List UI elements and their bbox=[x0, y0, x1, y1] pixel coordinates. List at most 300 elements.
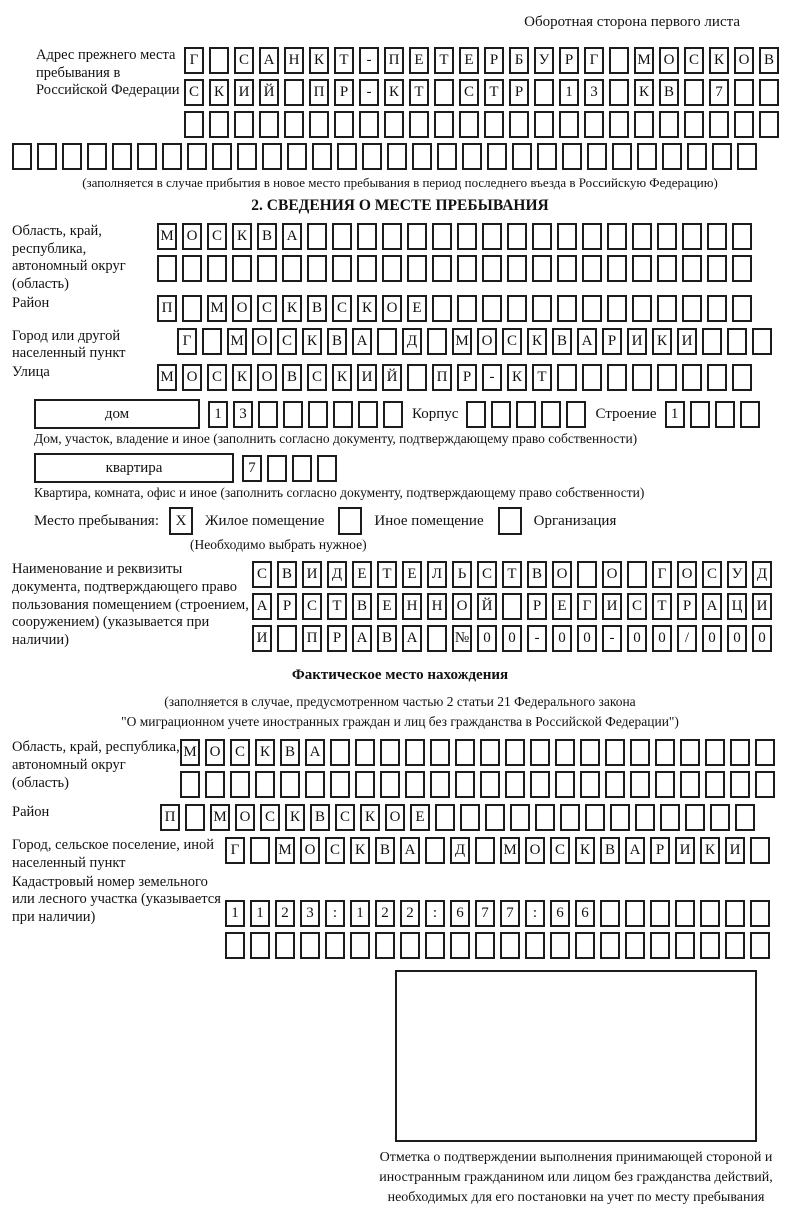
char-box[interactable] bbox=[609, 111, 629, 138]
char-box[interactable] bbox=[560, 804, 580, 831]
char-box[interactable] bbox=[355, 739, 375, 766]
char-box[interactable] bbox=[507, 295, 527, 322]
char-box[interactable] bbox=[275, 932, 295, 959]
char-box[interactable]: Т bbox=[502, 561, 522, 588]
char-box[interactable]: Г bbox=[652, 561, 672, 588]
char-box[interactable] bbox=[630, 739, 650, 766]
char-box[interactable]: В bbox=[277, 561, 297, 588]
char-box[interactable]: С bbox=[277, 328, 297, 355]
char-box[interactable] bbox=[209, 111, 229, 138]
char-box[interactable]: 0 bbox=[552, 625, 572, 652]
char-box[interactable] bbox=[755, 771, 775, 798]
residential-checkbox[interactable]: X bbox=[169, 507, 193, 535]
char-box[interactable]: А bbox=[282, 223, 302, 250]
char-box[interactable] bbox=[258, 401, 278, 428]
char-box[interactable] bbox=[300, 932, 320, 959]
char-box[interactable] bbox=[180, 771, 200, 798]
char-box[interactable]: О bbox=[677, 561, 697, 588]
char-box[interactable]: К bbox=[209, 79, 229, 106]
char-box[interactable] bbox=[632, 255, 652, 282]
char-box[interactable]: О bbox=[602, 561, 622, 588]
char-box[interactable]: 1 bbox=[225, 900, 245, 927]
char-box[interactable] bbox=[434, 79, 454, 106]
char-box[interactable]: М bbox=[157, 223, 177, 250]
char-box[interactable]: К bbox=[309, 47, 329, 74]
char-box[interactable]: В bbox=[280, 739, 300, 766]
char-box[interactable] bbox=[255, 771, 275, 798]
char-box[interactable] bbox=[230, 771, 250, 798]
char-box[interactable]: О bbox=[300, 837, 320, 864]
char-box[interactable] bbox=[355, 771, 375, 798]
char-box[interactable] bbox=[575, 932, 595, 959]
char-box[interactable]: И bbox=[302, 561, 322, 588]
char-box[interactable] bbox=[427, 625, 447, 652]
char-box[interactable]: М bbox=[227, 328, 247, 355]
char-box[interactable] bbox=[432, 223, 452, 250]
char-box[interactable] bbox=[735, 804, 755, 831]
char-box[interactable] bbox=[587, 143, 607, 170]
char-box[interactable]: А bbox=[305, 739, 325, 766]
char-box[interactable]: А bbox=[702, 593, 722, 620]
char-box[interactable]: 0 bbox=[702, 625, 722, 652]
char-box[interactable] bbox=[455, 739, 475, 766]
char-box[interactable]: Ь bbox=[452, 561, 472, 588]
char-box[interactable]: Р bbox=[484, 47, 504, 74]
char-box[interactable] bbox=[234, 111, 254, 138]
char-box[interactable]: 2 bbox=[400, 900, 420, 927]
char-box[interactable]: С bbox=[207, 364, 227, 391]
char-box[interactable]: 0 bbox=[652, 625, 672, 652]
char-box[interactable]: 1 bbox=[665, 401, 685, 428]
char-box[interactable]: А bbox=[252, 593, 272, 620]
char-box[interactable] bbox=[332, 223, 352, 250]
char-box[interactable] bbox=[137, 143, 157, 170]
char-box[interactable] bbox=[682, 364, 702, 391]
char-box[interactable]: К bbox=[575, 837, 595, 864]
char-box[interactable] bbox=[358, 401, 378, 428]
char-box[interactable]: М bbox=[180, 739, 200, 766]
char-box[interactable] bbox=[734, 111, 754, 138]
char-box[interactable] bbox=[62, 143, 82, 170]
char-box[interactable] bbox=[505, 739, 525, 766]
char-box[interactable]: С bbox=[627, 593, 647, 620]
char-box[interactable] bbox=[682, 223, 702, 250]
char-box[interactable]: И bbox=[752, 593, 772, 620]
char-box[interactable] bbox=[557, 223, 577, 250]
char-box[interactable] bbox=[185, 804, 205, 831]
char-box[interactable]: 7 bbox=[242, 455, 262, 482]
char-box[interactable] bbox=[312, 143, 332, 170]
char-box[interactable]: О bbox=[734, 47, 754, 74]
char-box[interactable]: Е bbox=[410, 804, 430, 831]
char-box[interactable]: Д bbox=[450, 837, 470, 864]
char-box[interactable]: К bbox=[282, 295, 302, 322]
char-box[interactable] bbox=[512, 143, 532, 170]
char-box[interactable] bbox=[485, 804, 505, 831]
char-box[interactable]: 6 bbox=[450, 900, 470, 927]
char-box[interactable]: 1 bbox=[350, 900, 370, 927]
char-box[interactable]: О bbox=[552, 561, 572, 588]
char-box[interactable] bbox=[582, 255, 602, 282]
char-box[interactable]: / bbox=[677, 625, 697, 652]
char-box[interactable] bbox=[550, 932, 570, 959]
char-box[interactable] bbox=[308, 401, 328, 428]
char-box[interactable] bbox=[412, 143, 432, 170]
apartment-type-box[interactable]: квартира bbox=[34, 453, 234, 483]
char-box[interactable]: Ц bbox=[727, 593, 747, 620]
char-box[interactable] bbox=[510, 804, 530, 831]
char-box[interactable] bbox=[237, 143, 257, 170]
char-box[interactable] bbox=[162, 143, 182, 170]
organization-checkbox[interactable] bbox=[498, 507, 522, 535]
char-box[interactable] bbox=[457, 223, 477, 250]
house-type-box[interactable]: дом bbox=[34, 399, 200, 429]
char-box[interactable] bbox=[450, 932, 470, 959]
char-box[interactable]: Л bbox=[427, 561, 447, 588]
char-box[interactable]: Р bbox=[527, 593, 547, 620]
char-box[interactable]: 0 bbox=[752, 625, 772, 652]
char-box[interactable] bbox=[157, 255, 177, 282]
char-box[interactable] bbox=[305, 771, 325, 798]
char-box[interactable]: А bbox=[400, 837, 420, 864]
char-box[interactable] bbox=[607, 295, 627, 322]
char-box[interactable] bbox=[259, 111, 279, 138]
char-box[interactable] bbox=[577, 561, 597, 588]
char-box[interactable]: - bbox=[359, 79, 379, 106]
char-box[interactable]: : bbox=[325, 900, 345, 927]
char-box[interactable]: Т bbox=[327, 593, 347, 620]
char-box[interactable]: П bbox=[160, 804, 180, 831]
char-box[interactable]: С bbox=[325, 837, 345, 864]
char-box[interactable] bbox=[530, 739, 550, 766]
char-box[interactable] bbox=[705, 771, 725, 798]
char-box[interactable]: Т bbox=[532, 364, 552, 391]
char-box[interactable] bbox=[732, 295, 752, 322]
char-box[interactable] bbox=[732, 223, 752, 250]
char-box[interactable] bbox=[357, 255, 377, 282]
char-box[interactable] bbox=[380, 771, 400, 798]
char-box[interactable]: К bbox=[384, 79, 404, 106]
char-box[interactable]: : bbox=[425, 900, 445, 927]
char-box[interactable] bbox=[655, 771, 675, 798]
char-box[interactable] bbox=[632, 295, 652, 322]
char-box[interactable] bbox=[425, 837, 445, 864]
char-box[interactable] bbox=[687, 143, 707, 170]
char-box[interactable]: Р bbox=[327, 625, 347, 652]
char-box[interactable]: В bbox=[527, 561, 547, 588]
char-box[interactable] bbox=[625, 932, 645, 959]
char-box[interactable] bbox=[482, 295, 502, 322]
char-box[interactable]: Р bbox=[457, 364, 477, 391]
char-box[interactable] bbox=[557, 364, 577, 391]
char-box[interactable]: Т bbox=[484, 79, 504, 106]
char-box[interactable]: А bbox=[259, 47, 279, 74]
char-box[interactable]: К bbox=[709, 47, 729, 74]
char-box[interactable] bbox=[357, 223, 377, 250]
char-box[interactable]: К bbox=[652, 328, 672, 355]
char-box[interactable] bbox=[334, 111, 354, 138]
char-box[interactable] bbox=[650, 932, 670, 959]
char-box[interactable]: 3 bbox=[584, 79, 604, 106]
char-box[interactable] bbox=[280, 771, 300, 798]
char-box[interactable] bbox=[535, 804, 555, 831]
char-box[interactable] bbox=[700, 932, 720, 959]
char-box[interactable] bbox=[309, 111, 329, 138]
char-box[interactable] bbox=[607, 255, 627, 282]
char-box[interactable] bbox=[209, 47, 229, 74]
char-box[interactable] bbox=[475, 837, 495, 864]
char-box[interactable] bbox=[732, 364, 752, 391]
char-box[interactable] bbox=[690, 401, 710, 428]
char-box[interactable]: Д bbox=[752, 561, 772, 588]
char-box[interactable] bbox=[405, 771, 425, 798]
char-box[interactable]: 3 bbox=[233, 401, 253, 428]
char-box[interactable] bbox=[684, 111, 704, 138]
char-box[interactable] bbox=[427, 328, 447, 355]
char-box[interactable]: И bbox=[252, 625, 272, 652]
char-box[interactable] bbox=[625, 900, 645, 927]
char-box[interactable]: О bbox=[232, 295, 252, 322]
char-box[interactable]: С bbox=[702, 561, 722, 588]
char-box[interactable] bbox=[482, 255, 502, 282]
char-box[interactable] bbox=[582, 223, 602, 250]
char-box[interactable] bbox=[425, 932, 445, 959]
char-box[interactable]: В bbox=[257, 223, 277, 250]
char-box[interactable] bbox=[184, 111, 204, 138]
char-box[interactable] bbox=[455, 771, 475, 798]
char-box[interactable]: И bbox=[675, 837, 695, 864]
char-box[interactable]: 1 bbox=[250, 900, 270, 927]
char-box[interactable]: Р bbox=[334, 79, 354, 106]
char-box[interactable] bbox=[605, 771, 625, 798]
char-box[interactable]: Р bbox=[509, 79, 529, 106]
char-box[interactable] bbox=[187, 143, 207, 170]
char-box[interactable] bbox=[532, 295, 552, 322]
char-box[interactable] bbox=[655, 739, 675, 766]
char-box[interactable]: 6 bbox=[550, 900, 570, 927]
char-box[interactable] bbox=[657, 255, 677, 282]
char-box[interactable] bbox=[325, 932, 345, 959]
char-box[interactable] bbox=[500, 932, 520, 959]
other-premises-checkbox[interactable] bbox=[338, 507, 362, 535]
char-box[interactable]: О bbox=[659, 47, 679, 74]
char-box[interactable] bbox=[740, 401, 760, 428]
char-box[interactable]: Р bbox=[602, 328, 622, 355]
char-box[interactable] bbox=[557, 255, 577, 282]
char-box[interactable]: С bbox=[207, 223, 227, 250]
char-box[interactable] bbox=[707, 295, 727, 322]
char-box[interactable] bbox=[480, 739, 500, 766]
char-box[interactable] bbox=[632, 364, 652, 391]
char-box[interactable] bbox=[605, 739, 625, 766]
char-box[interactable]: О bbox=[235, 804, 255, 831]
char-box[interactable] bbox=[710, 804, 730, 831]
char-box[interactable]: С bbox=[335, 804, 355, 831]
char-box[interactable] bbox=[257, 255, 277, 282]
char-box[interactable] bbox=[383, 401, 403, 428]
char-box[interactable]: О bbox=[382, 295, 402, 322]
char-box[interactable] bbox=[307, 223, 327, 250]
char-box[interactable] bbox=[532, 255, 552, 282]
char-box[interactable]: В bbox=[659, 79, 679, 106]
char-box[interactable] bbox=[457, 295, 477, 322]
char-box[interactable] bbox=[277, 625, 297, 652]
char-box[interactable] bbox=[634, 111, 654, 138]
char-box[interactable] bbox=[582, 295, 602, 322]
char-box[interactable] bbox=[332, 255, 352, 282]
char-box[interactable] bbox=[330, 771, 350, 798]
char-box[interactable]: С bbox=[230, 739, 250, 766]
char-box[interactable] bbox=[487, 143, 507, 170]
char-box[interactable]: 2 bbox=[375, 900, 395, 927]
char-box[interactable] bbox=[232, 255, 252, 282]
char-box[interactable] bbox=[509, 111, 529, 138]
char-box[interactable] bbox=[317, 455, 337, 482]
char-box[interactable] bbox=[541, 401, 561, 428]
char-box[interactable]: М bbox=[452, 328, 472, 355]
char-box[interactable]: Е bbox=[377, 593, 397, 620]
char-box[interactable] bbox=[37, 143, 57, 170]
char-box[interactable] bbox=[609, 47, 629, 74]
char-box[interactable] bbox=[609, 79, 629, 106]
char-box[interactable]: С bbox=[307, 364, 327, 391]
char-box[interactable]: Г bbox=[177, 328, 197, 355]
char-box[interactable] bbox=[700, 900, 720, 927]
char-box[interactable]: В bbox=[375, 837, 395, 864]
char-box[interactable]: - bbox=[359, 47, 379, 74]
char-box[interactable]: С bbox=[184, 79, 204, 106]
char-box[interactable]: Й bbox=[477, 593, 497, 620]
char-box[interactable]: С bbox=[302, 593, 322, 620]
char-box[interactable]: В bbox=[352, 593, 372, 620]
char-box[interactable] bbox=[750, 837, 770, 864]
char-box[interactable] bbox=[407, 255, 427, 282]
char-box[interactable]: О bbox=[385, 804, 405, 831]
char-box[interactable]: 1 bbox=[208, 401, 228, 428]
char-box[interactable] bbox=[507, 255, 527, 282]
char-box[interactable]: И bbox=[725, 837, 745, 864]
char-box[interactable]: М bbox=[634, 47, 654, 74]
char-box[interactable] bbox=[516, 401, 536, 428]
char-box[interactable]: А bbox=[352, 625, 372, 652]
char-box[interactable] bbox=[182, 295, 202, 322]
char-box[interactable] bbox=[507, 223, 527, 250]
char-box[interactable] bbox=[730, 739, 750, 766]
char-box[interactable]: М bbox=[500, 837, 520, 864]
char-box[interactable]: В bbox=[310, 804, 330, 831]
char-box[interactable]: 7 bbox=[500, 900, 520, 927]
char-box[interactable] bbox=[730, 771, 750, 798]
char-box[interactable]: Й bbox=[259, 79, 279, 106]
char-box[interactable]: И bbox=[357, 364, 377, 391]
char-box[interactable]: М bbox=[157, 364, 177, 391]
char-box[interactable]: О bbox=[477, 328, 497, 355]
char-box[interactable] bbox=[437, 143, 457, 170]
char-box[interactable] bbox=[407, 223, 427, 250]
char-box[interactable]: Р bbox=[677, 593, 697, 620]
char-box[interactable]: Е bbox=[552, 593, 572, 620]
char-box[interactable] bbox=[680, 739, 700, 766]
char-box[interactable] bbox=[534, 79, 554, 106]
char-box[interactable]: Н bbox=[427, 593, 447, 620]
char-box[interactable]: А bbox=[577, 328, 597, 355]
char-box[interactable]: К bbox=[285, 804, 305, 831]
char-box[interactable] bbox=[530, 771, 550, 798]
char-box[interactable] bbox=[637, 143, 657, 170]
char-box[interactable] bbox=[362, 143, 382, 170]
char-box[interactable] bbox=[267, 455, 287, 482]
char-box[interactable] bbox=[635, 804, 655, 831]
char-box[interactable] bbox=[559, 111, 579, 138]
char-box[interactable]: 2 bbox=[275, 900, 295, 927]
char-box[interactable] bbox=[650, 900, 670, 927]
char-box[interactable] bbox=[250, 932, 270, 959]
char-box[interactable] bbox=[182, 255, 202, 282]
char-box[interactable]: С bbox=[502, 328, 522, 355]
char-box[interactable] bbox=[600, 900, 620, 927]
char-box[interactable] bbox=[432, 255, 452, 282]
char-box[interactable] bbox=[584, 111, 604, 138]
char-box[interactable] bbox=[282, 255, 302, 282]
char-box[interactable]: 6 bbox=[575, 900, 595, 927]
char-box[interactable]: К bbox=[357, 295, 377, 322]
char-box[interactable]: Г bbox=[184, 47, 204, 74]
char-box[interactable]: 7 bbox=[709, 79, 729, 106]
char-box[interactable]: С bbox=[260, 804, 280, 831]
char-box[interactable] bbox=[384, 111, 404, 138]
char-box[interactable]: 0 bbox=[627, 625, 647, 652]
char-box[interactable] bbox=[562, 143, 582, 170]
char-box[interactable] bbox=[307, 255, 327, 282]
char-box[interactable] bbox=[702, 328, 722, 355]
char-box[interactable] bbox=[380, 739, 400, 766]
char-box[interactable]: И bbox=[234, 79, 254, 106]
char-box[interactable]: О bbox=[525, 837, 545, 864]
char-box[interactable] bbox=[377, 328, 397, 355]
char-box[interactable] bbox=[225, 932, 245, 959]
char-box[interactable] bbox=[657, 223, 677, 250]
char-box[interactable] bbox=[375, 932, 395, 959]
char-box[interactable] bbox=[330, 739, 350, 766]
char-box[interactable] bbox=[734, 79, 754, 106]
char-box[interactable] bbox=[382, 223, 402, 250]
char-box[interactable]: - bbox=[482, 364, 502, 391]
char-box[interactable] bbox=[457, 255, 477, 282]
char-box[interactable]: О bbox=[182, 364, 202, 391]
char-box[interactable] bbox=[632, 223, 652, 250]
char-box[interactable]: Е bbox=[407, 295, 427, 322]
char-box[interactable]: У bbox=[727, 561, 747, 588]
char-box[interactable] bbox=[612, 143, 632, 170]
char-box[interactable] bbox=[580, 771, 600, 798]
char-box[interactable] bbox=[207, 255, 227, 282]
char-box[interactable] bbox=[350, 932, 370, 959]
char-box[interactable] bbox=[462, 143, 482, 170]
char-box[interactable] bbox=[725, 932, 745, 959]
char-box[interactable]: М bbox=[210, 804, 230, 831]
char-box[interactable]: Е bbox=[409, 47, 429, 74]
char-box[interactable]: В bbox=[552, 328, 572, 355]
char-box[interactable] bbox=[759, 79, 779, 106]
char-box[interactable]: О bbox=[452, 593, 472, 620]
char-box[interactable] bbox=[480, 771, 500, 798]
char-box[interactable]: С bbox=[459, 79, 479, 106]
char-box[interactable] bbox=[566, 401, 586, 428]
char-box[interactable]: П bbox=[432, 364, 452, 391]
char-box[interactable]: Й bbox=[382, 364, 402, 391]
char-box[interactable]: Т bbox=[334, 47, 354, 74]
char-box[interactable]: Е bbox=[402, 561, 422, 588]
